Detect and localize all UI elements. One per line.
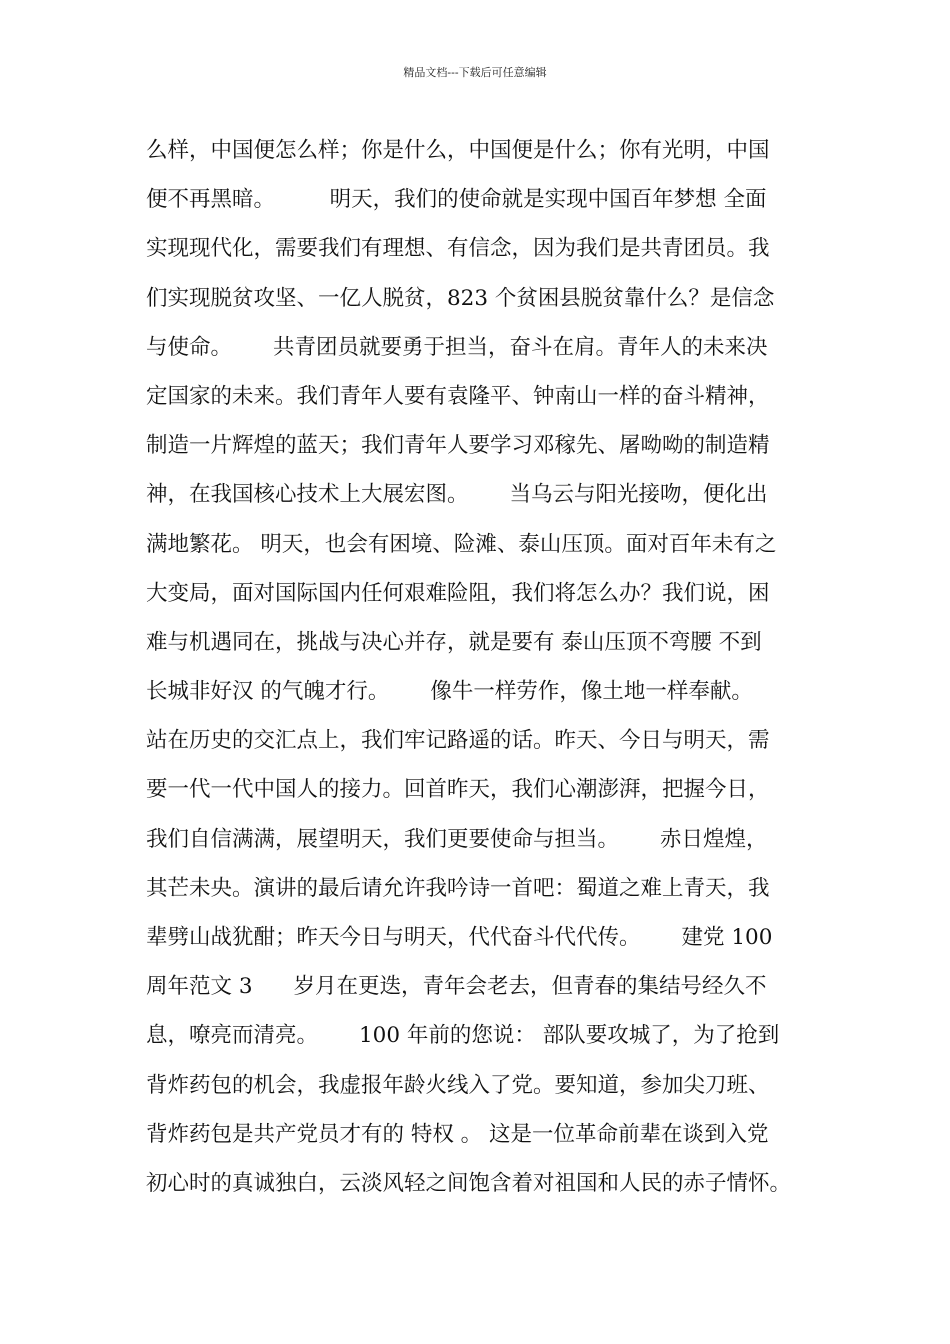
body-line: 息，嘹亮而清亮。 100 年前的您说： 部队要攻城了，为了抢到 bbox=[146, 1023, 780, 1049]
body-line: 辈劈山战犹酣；昨天今日与明天，代代奋斗代代传。 建党 100 bbox=[146, 925, 773, 950]
body-line: 我们自信满满，展望明天，我们更要使命与担当。 赤日煌煌， bbox=[146, 826, 768, 852]
body-line: 满地繁花。 明天，也会有困境、险滩、泰山压顶。面对百年未有之 bbox=[146, 531, 777, 557]
body-line: 周年范文 3 岁月在更迭，青年会老去，但青春的集结号经久不 bbox=[146, 974, 767, 1000]
document-body bbox=[146, 131, 826, 1213]
body-line: 们实现脱贫攻坚、一亿人脱贫，823 个贫困县脱贫靠什么？是信念 bbox=[146, 285, 775, 311]
body-line: 大变局，面对国际国内任何艰难险阻，我们将怎么办？我们说，困 bbox=[146, 580, 770, 606]
body-line: 定国家的未来。我们青年人要有袁隆平、钟南山一样的奋斗精神， bbox=[146, 383, 770, 409]
body-line: 背炸药包是共产党员才有的 特权 。 这是一位革命前辈在谈到入党 bbox=[146, 1121, 769, 1147]
body-line: 背炸药包的机会，我虚报年龄火线入了党。要知道，参加尖刀班、 bbox=[146, 1072, 770, 1098]
body-line: 要一代一代中国人的接力。回首昨天，我们心潮澎湃，把握今日， bbox=[146, 777, 770, 803]
body-line: 实现现代化，需要我们有理想、有信念，因为我们是共青团员。我 bbox=[146, 236, 770, 262]
body-line: 难与机遇同在，挑战与决心并存，就是要有 泰山压顶不弯腰 不到 bbox=[146, 629, 762, 655]
body-line: 初心时的真诚独白，云淡风轻之间饱含着对祖国和人民的赤子情怀。 bbox=[146, 1170, 792, 1196]
body-line: 便不再黑暗。 明天，我们的使命就是实现中国百年梦想 全面 bbox=[146, 187, 767, 213]
body-line: 长城非好汉 的气魄才行。 像牛一样劳作，像土地一样奉献。 bbox=[146, 679, 753, 705]
body-line: 其芒未央。演讲的最后请允许我吟诗一首吧：蜀道之难上青天，我 bbox=[146, 875, 770, 901]
body-line: 么样，中国便怎么样；你是什么，中国便是什么；你有光明，中国 bbox=[146, 138, 770, 163]
body-line: 制造一片辉煌的蓝天；我们青年人要学习邓稼先、屠呦呦的制造精 bbox=[146, 433, 770, 459]
body-line: 神，在我国核心技术上大展宏图。 当乌云与阳光接吻，便化出 bbox=[146, 482, 768, 508]
body-line: 与使命。 共青团员就要勇于担当，奋斗在肩。青年人的未来决 bbox=[146, 334, 768, 360]
body-line: 站在历史的交汇点上，我们牢记路遥的话。昨天、今日与明天，需 bbox=[146, 728, 770, 754]
page-header: 精品文档---下载后可任意编辑 bbox=[403, 66, 547, 79]
